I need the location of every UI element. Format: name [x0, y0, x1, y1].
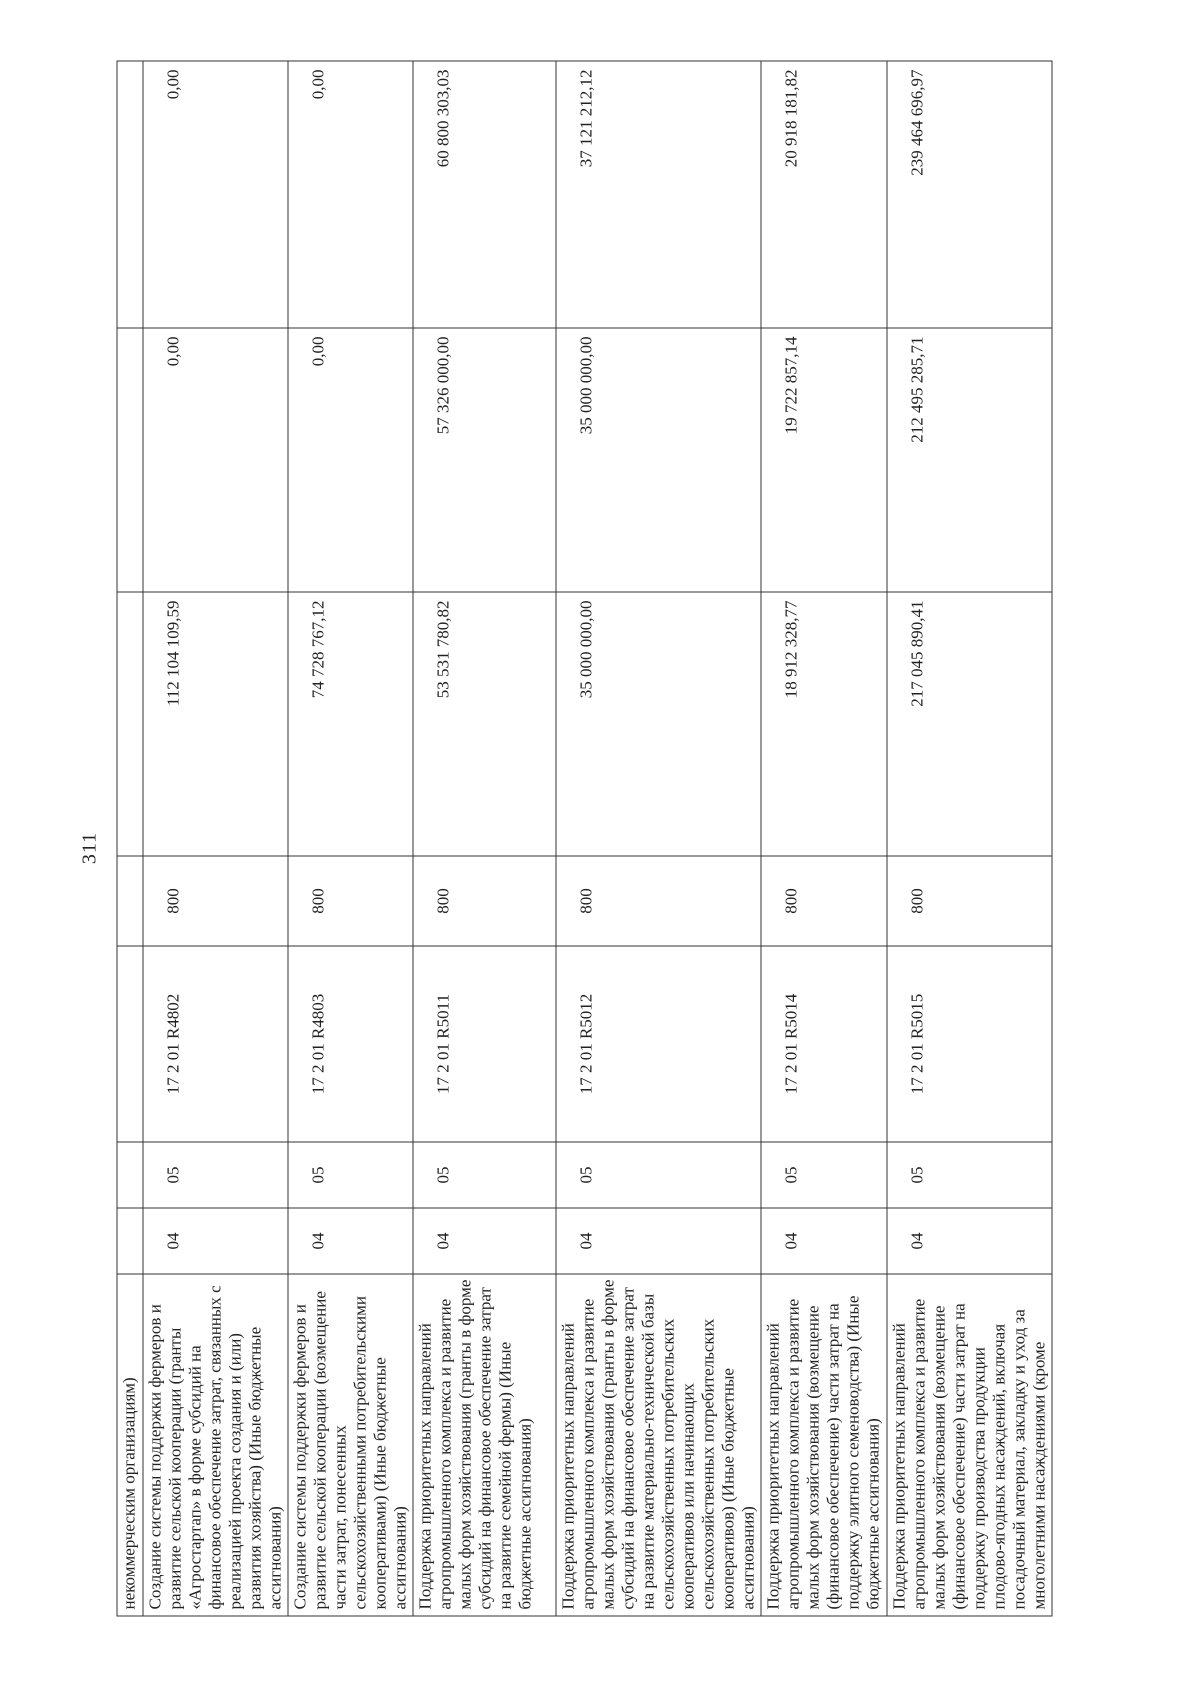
table-row: [761, 61, 887, 1616]
table-row: [887, 61, 1052, 1616]
table-row: [143, 61, 288, 1616]
empty-cell: [117, 1142, 143, 1208]
amount-year-3: 239 464 696,97: [887, 61, 1052, 328]
subsection-code: 05: [413, 1142, 556, 1208]
amount-year-1: 18 912 328,77: [761, 592, 887, 856]
amount-year-2: 0,00: [288, 328, 413, 592]
section-code: 04: [288, 1208, 413, 1274]
row-description: Создание системы поддержки фермеров и развитие сельской кооперации (возмещение части затрат, понесенных сельскохозяйственными потребительскими кооперативами) (Иные бюджетные ассигнования): [288, 1274, 413, 1616]
subsection-code: 05: [143, 1142, 288, 1208]
expense-type-code: 800: [556, 856, 761, 946]
amount-year-3: 0,00: [288, 61, 413, 328]
subsection-code: 05: [556, 1142, 761, 1208]
amount-year-3: 37 121 212,12: [556, 61, 761, 328]
amount-year-3: 60 800 303,03: [413, 61, 556, 328]
section-code: 04: [143, 1208, 288, 1274]
empty-cell: [117, 61, 143, 328]
expense-type-code: 800: [288, 856, 413, 946]
expense-type-code: 800: [887, 856, 1052, 946]
subsection-code: 05: [288, 1142, 413, 1208]
empty-cell: [117, 328, 143, 592]
section-code: 04: [556, 1208, 761, 1274]
amount-year-1: 217 045 890,41: [887, 592, 1052, 856]
budget-table-rotated: [117, 62, 1049, 1617]
section-code: 04: [413, 1208, 556, 1274]
section-code: 04: [761, 1208, 887, 1274]
row-description: Поддержка приоритетных направлений агропромышленного комплекса и развитие малых форм хозяйствования (гранты в форме субсидий на финансовое обеспечение затрат на развитие семейной фермы) (Иные бюджетные ассигнования): [413, 1274, 556, 1616]
target-article-code: 17 2 01 R4802: [143, 946, 288, 1142]
amount-year-3: 0,00: [143, 61, 288, 328]
budget-table: [117, 61, 1053, 1617]
empty-cell: [117, 946, 143, 1142]
empty-cell: [117, 856, 143, 946]
row-description: Поддержка приоритетных направлений агропромышленного комплекса и развитие малых форм хозяйствования (возмещение (финансовое обеспечение) части затрат на поддержку производства продукции плодово-ягодных насаждений, включая посадочный материал, закладку и уход за многолетними насаждениями (кроме: [887, 1274, 1052, 1616]
expense-type-code: 800: [413, 856, 556, 946]
subsection-code: 05: [761, 1142, 887, 1208]
table-row: [556, 61, 761, 1616]
amount-year-1: 53 531 780,82: [413, 592, 556, 856]
target-article-code: 17 2 01 R5012: [556, 946, 761, 1142]
target-article-code: 17 2 01 R4803: [288, 946, 413, 1142]
expense-type-code: 800: [761, 856, 887, 946]
table-row-continuation: [117, 61, 143, 1616]
amount-year-1: 35 000 000,00: [556, 592, 761, 856]
expense-type-code: 800: [143, 856, 288, 946]
subsection-code: 05: [887, 1142, 1052, 1208]
empty-cell: [117, 1208, 143, 1274]
amount-year-3: 20 918 181,82: [761, 61, 887, 328]
amount-year-2: 35 000 000,00: [556, 328, 761, 592]
amount-year-1: 74 728 767,12: [288, 592, 413, 856]
table-row: [288, 61, 413, 1616]
page-number: 311: [78, 831, 101, 865]
row-description: Поддержка приоритетных направлений агропромышленного комплекса и развитие малых форм хозяйствования (возмещение (финансовое обеспечение) части затрат на поддержку элитного семеноводства) (Иные бюджетные ассигнования): [761, 1274, 887, 1616]
row-description: Создание системы поддержки фермеров и развитие сельской кооперации (гранты «Агростартап» в форме субсидий на финансовое обеспечение затрат, связанных с реализацией проекта создания и (или) развития хозяйства) (Иные бюджетные ассигнования): [143, 1274, 288, 1616]
target-article-code: 17 2 01 R5014: [761, 946, 887, 1142]
target-article-code: 17 2 01 R5011: [413, 946, 556, 1142]
section-code: 04: [887, 1208, 1052, 1274]
continuation-text: некоммерческим организациям): [117, 1274, 143, 1616]
amount-year-1: 112 104 109,59: [143, 592, 288, 856]
amount-year-2: 212 495 285,71: [887, 328, 1052, 592]
row-description: Поддержка приоритетных направлений агропромышленного комплекса и развитие малых форм хозяйствования (гранты в форме субсидий на финансовое обеспечение затрат на развитие материально-технической базы сельскохозяйственных потребительских кооперативов или начинающих сельскохозяйственных потребительских кооперативов) (Иные бюджетные ассигнования): [556, 1274, 761, 1616]
amount-year-2: 57 326 000,00: [413, 328, 556, 592]
target-article-code: 17 2 01 R5015: [887, 946, 1052, 1142]
table-row: [413, 61, 556, 1616]
empty-cell: [117, 592, 143, 856]
amount-year-2: 19 722 857,14: [761, 328, 887, 592]
amount-year-2: 0,00: [143, 328, 288, 592]
